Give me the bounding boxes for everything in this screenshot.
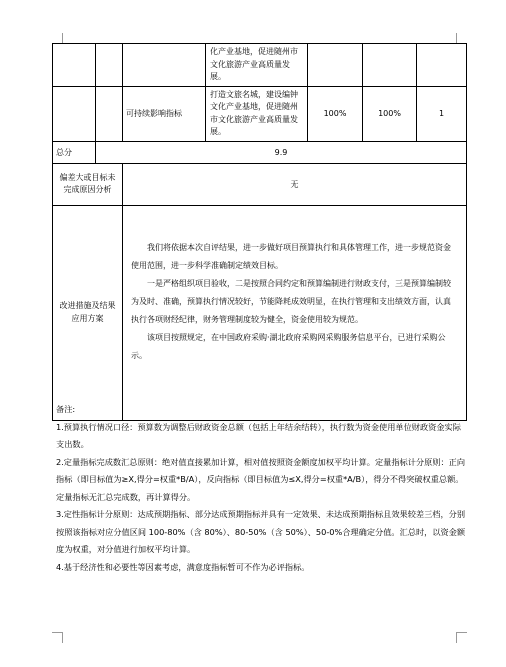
table-cell	[417, 44, 467, 87]
notes-section	[56, 401, 466, 576]
total-label: 总分	[53, 141, 96, 163]
indicator-value-cell: 化产业基地，促进随州市文化旅游产业高质量发展。	[206, 44, 308, 87]
table-row	[53, 86, 467, 141]
target-value-cell: 100%	[308, 86, 363, 141]
table-cell	[96, 44, 123, 87]
notes-title: 备注:	[56, 404, 76, 414]
table-row	[53, 44, 467, 87]
table-cell	[96, 86, 123, 141]
plan-paragraph: 我们将依据本次自评结果，进一步做好项目预算执行和具体管理工作，进一步规范资金使用范围，进一步科学准确制定绩效目标。	[131, 242, 451, 270]
crop-mark-bottom-left	[52, 632, 63, 643]
deviation-value: 无	[123, 163, 467, 205]
note-item: 4.基于经济性和必要性等因素考虑，满意度指标暂可不作为必评指标。	[56, 561, 310, 572]
total-row	[53, 141, 467, 163]
plan-paragraph: 该项目按照规定，在中国政府采购·湖北政府采购网采购服务信息平台，已进行采购公示。	[131, 332, 446, 360]
crop-mark-bottom-right	[456, 632, 467, 643]
table-cell	[53, 86, 96, 141]
table-cell	[363, 44, 417, 87]
plan-label: 改进措施及结果应用方案	[53, 205, 123, 420]
table-cell	[53, 44, 96, 87]
table-cell	[123, 44, 206, 87]
indicator-value-cell: 打造文旅名城，建设编钟文化产业基地，促进随州市文化旅游产业高质量发展。	[206, 86, 308, 141]
table-cell	[308, 44, 363, 87]
plan-content	[123, 205, 467, 420]
evaluation-table	[52, 43, 467, 421]
plan-paragraph: 一是严格组织项目验收，二是按照合同约定和预算编制进行财政支付，三是预算编制较为及时、准确，预算执行情况较好，节能降耗成效明显，在执行管理和支出绩效方面，认真执行各项财经纪律，财务管理制度较为健全，资金使用较为规范。	[131, 278, 451, 324]
note-item: 1.预算执行情况口径：预算数为调整后财政资金总额（包括上年结余结转），执行数为资金使用单位财政资金实际支出数。	[56, 421, 461, 449]
deviation-row	[53, 163, 467, 205]
deviation-label: 偏差大或目标未完成原因分析	[53, 163, 123, 205]
total-value: 9.9	[96, 141, 467, 163]
score-cell: 1	[417, 86, 467, 141]
note-item: 2.定量指标完成数汇总原则：绝对值直接累加计算，相对值按照资金额度加权平均计算。定量指标计分原则：正向指标（即目标值为≥X,得分=权重*B/A），反向指标（即目标值为≤X,得分=权重*A/B），得分不得突破权重总额。定量指标无汇总完成数，再计算得分。	[56, 456, 466, 502]
indicator-name-cell: 可持续影响指标	[123, 86, 206, 141]
plan-row	[53, 205, 467, 420]
note-item: 3.定性指标计分原则：达成预期指标、部分达成预期指标并具有一定效果、未达成预期指标且效果较差三档，分别按照该指标对应分值区间 100-80%（含 80%）、80-50%（含 50%）、50-0%合理确定分值。汇总时，以资金额度为权重，对分值进行加权平均计算。	[56, 509, 466, 554]
actual-value-cell: 100%	[363, 86, 417, 141]
